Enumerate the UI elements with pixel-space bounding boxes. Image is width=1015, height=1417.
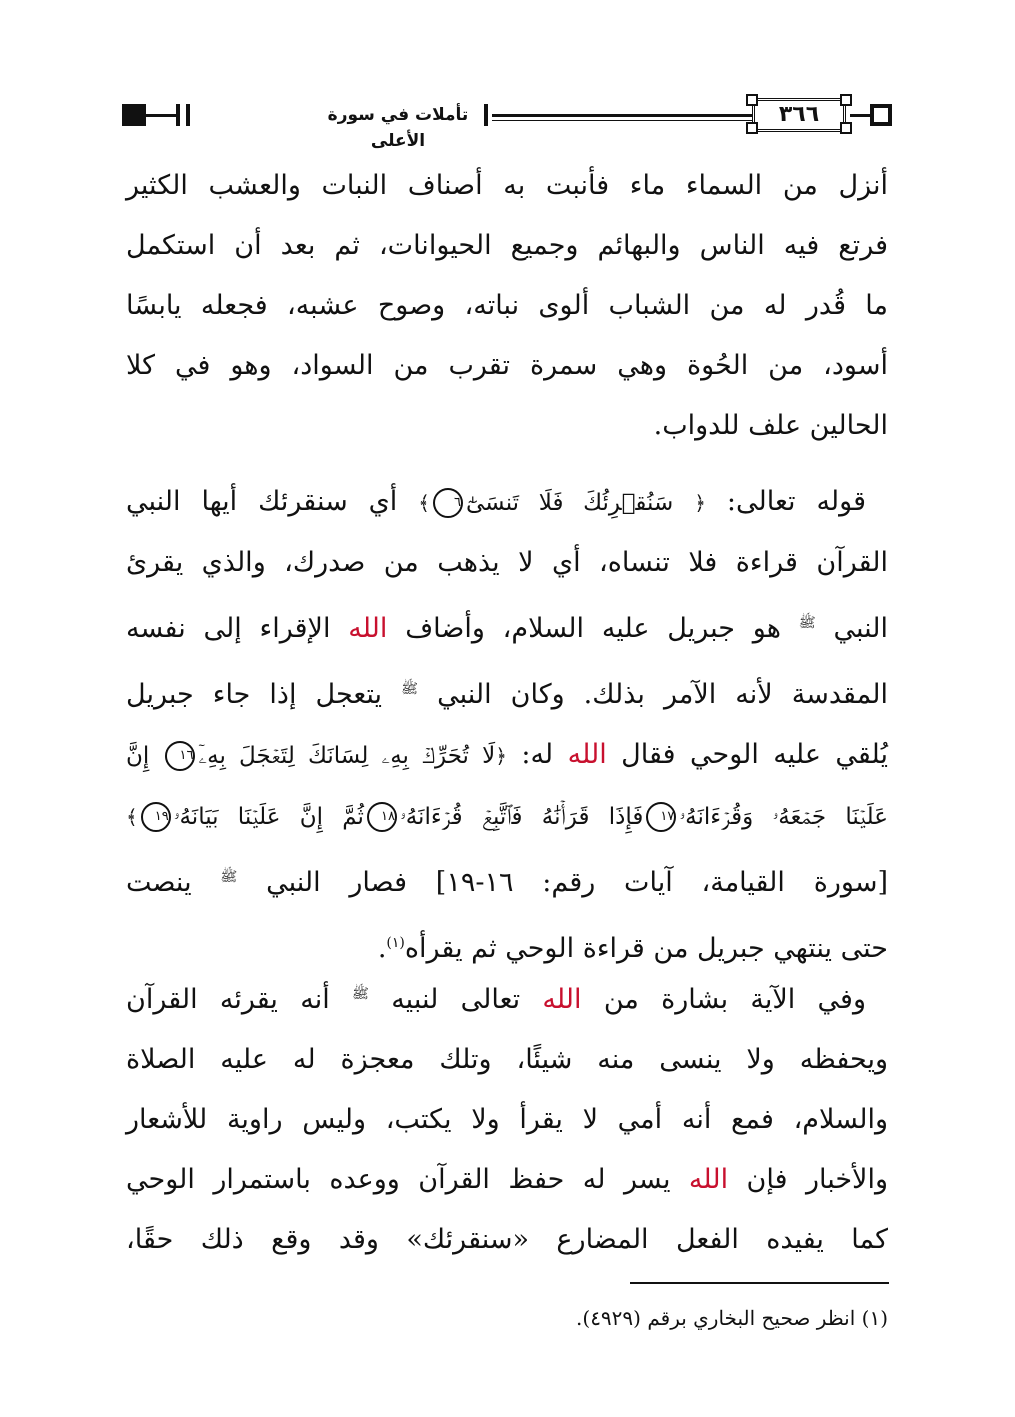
text-run: حتى ينتهي جبريل من قراءة الوحي ثم يقرأه xyxy=(404,933,888,964)
page-number-ornament xyxy=(840,94,852,106)
salawat-glyph: ﷺ xyxy=(352,986,369,1002)
header-square-ornament xyxy=(870,104,892,126)
text-run: يتعجل إذا جاء جبريل xyxy=(126,679,402,710)
quran-verse: لَا تُحَرِّكۡ بِهِۦ لِسَانَكَ لِتَعۡجَلَ بِهِۦٓ xyxy=(198,743,496,769)
text-line xyxy=(126,964,888,1030)
running-title: تأملات في سورة الأعلى xyxy=(300,102,496,154)
text-line: الحالين علف للدواب. xyxy=(653,410,888,441)
text-run: وفي الآية بشارة من xyxy=(581,984,867,1015)
quran-verse: إِنَّ xyxy=(126,743,163,769)
text-line: كما يفيده الفعل المضارع «سنقرئك» وقد وقع ذلك حقًا، xyxy=(126,1224,888,1255)
salawat-glyph: ﷺ xyxy=(220,869,238,885)
page-number-ornament xyxy=(746,94,758,106)
divine-name: الله xyxy=(567,739,607,770)
text-run: تعالى لنبيه xyxy=(368,984,543,1015)
text-line xyxy=(126,725,888,786)
paragraph-2 xyxy=(126,472,888,979)
text-line: القرآن قراءة فلا تنساه، أي لا يذهب من صدرك، والذي يقرئ xyxy=(126,547,888,578)
quran-close-bracket: ﴾ xyxy=(126,805,138,829)
text-run: يُلقي عليه الوحي فقال xyxy=(606,739,889,770)
text-run: هو جبريل عليه السلام، وأضاف xyxy=(387,613,799,644)
text-line: ما قُدر له من الشباب ألوى نباته، وصوح عشبه، فجعله يابسًا xyxy=(126,290,888,321)
text-run: ينصت xyxy=(126,867,221,898)
ayah-number: ١٨ xyxy=(367,802,397,832)
text-line: أسود، من الحُوة وهي سمرة تقرب من السواد، وهو في كلا xyxy=(126,350,888,381)
page-header xyxy=(122,96,890,151)
divine-name: الله xyxy=(348,613,388,644)
divine-name: الله xyxy=(542,984,582,1015)
text-run: المقدسة لأنه الآمر بذلك. وكان النبي xyxy=(418,679,889,710)
text-line xyxy=(126,847,888,913)
page-number: ٣٦٦ xyxy=(752,98,846,132)
footnote-separator xyxy=(630,1282,889,1284)
salawat-glyph: ﷺ xyxy=(401,681,419,697)
salawat-glyph: ﷺ xyxy=(798,615,816,631)
page-number-ornament xyxy=(840,122,852,134)
quran-verse: فَإِذَا قَرَأۡنَٰهُ فَٱتَّبِعۡ قُرۡءَانَهُۥ xyxy=(399,804,644,830)
ayah-number: ١٩ xyxy=(141,802,171,832)
text-line xyxy=(126,593,888,659)
header-rule-right xyxy=(850,114,872,117)
quran-open-bracket: ﴿ xyxy=(495,744,507,768)
header-bar xyxy=(484,104,488,126)
text-line: ويحفظه ولا ينسى منه شيئًا، وتلك معجزة له عليه الصلاة xyxy=(126,1044,888,1075)
page-number-ornament xyxy=(746,122,758,134)
footnote-text: (١) انظر صحيح البخاري برقم (٤٩٢٩). xyxy=(576,1306,888,1330)
text-run: والأخبار فإن xyxy=(728,1164,888,1195)
text-line: فرتع فيه الناس والبهائم وجميع الحيوانات، ثم بعد أن استكمل xyxy=(126,230,888,261)
text-line xyxy=(126,659,888,725)
quran-verse: ثُمَّ إِنَّ عَلَيۡنَا بَيَانَهُۥ xyxy=(173,804,364,830)
text-run: الإقراء إلى نفسه xyxy=(126,613,349,644)
quran-verse: سَنُقۡرِئُكَ فَلَا تَنسَىٰٓ xyxy=(466,490,674,516)
text-run: يسر له حفظ القرآن ووعده باستمرار الوحي xyxy=(126,1164,689,1195)
quran-close-bracket: ﴾ xyxy=(418,491,430,515)
text-line: أنزل من السماء ماء فأنبت به أصناف النبات والعشب الكثير xyxy=(126,170,888,201)
text-run: [سورة القيامة، آيات رقم: ١٦-١٩] فصار النبي xyxy=(237,867,888,898)
header-bar xyxy=(186,104,190,126)
text-line xyxy=(126,1150,888,1210)
quran-verse: عَلَيۡنَا جَمۡعَهُۥ وَقُرۡءَانَهُۥ xyxy=(679,804,888,830)
ayah-number: ١٧ xyxy=(646,802,676,832)
text-run: قوله تعالى: xyxy=(705,486,867,517)
text-run: النبي xyxy=(815,613,888,644)
ayah-number: ١٦ xyxy=(165,741,195,771)
text-run: أي سنقرئك أيها النبي xyxy=(126,486,419,517)
text-line xyxy=(126,786,888,847)
paragraph-1 xyxy=(126,156,888,456)
ayah-number: ٦ xyxy=(433,488,463,518)
footnote-ref[interactable]: (١) xyxy=(386,935,405,951)
paragraph-3 xyxy=(126,964,888,1270)
header-rule-left xyxy=(146,114,176,117)
text-line xyxy=(126,472,888,533)
quran-open-bracket: ﴿ xyxy=(694,491,706,515)
header-end-block xyxy=(122,104,146,126)
text-run: له: xyxy=(506,739,568,770)
text-line: والسلام، فمع أنه أمي لا يقرأ ولا يكتب، وليس راوية للأشعار xyxy=(126,1104,888,1135)
text-run: أنه يقرئه القرآن xyxy=(126,984,352,1015)
header-rule-middle xyxy=(492,114,752,117)
header-bar xyxy=(176,104,180,126)
text-run: . xyxy=(377,933,387,964)
divine-name: الله xyxy=(688,1164,729,1195)
header-rule-middle-thin xyxy=(492,120,752,121)
